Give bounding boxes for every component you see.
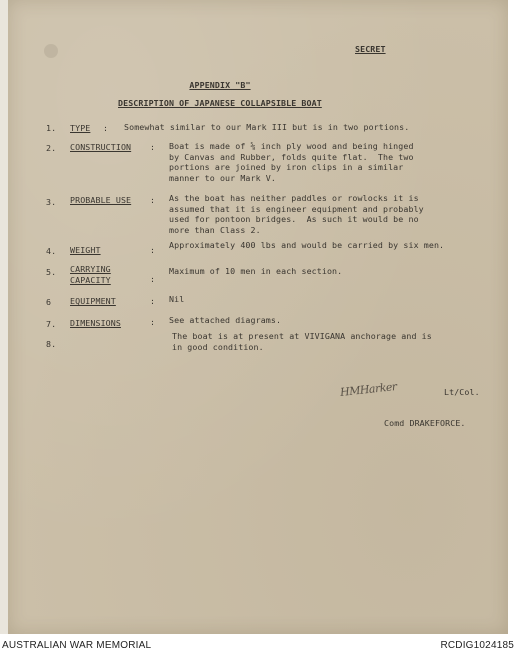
- item-text: Boat is made of ⅝ inch ply wood and being hinged by Canvas and Rubber, folds quite flat. The two portions are joined by iron clips in a similar manner to our Mark V.: [169, 141, 414, 183]
- item-text: See attached diagrams.: [169, 315, 282, 325]
- archive-reference: RCDIG1024185: [440, 640, 514, 651]
- handwritten-signature: HMHarker: [339, 380, 398, 399]
- item-number: 3.: [46, 197, 57, 207]
- item-label: CARRYING CAPACITY: [70, 264, 111, 285]
- paper-blemish: [44, 44, 58, 58]
- item-separator: :: [150, 317, 156, 327]
- item-text: As the boat has neither paddles or rowlocks it is assumed that it is engineer equipment and probably used for pontoon bridges. As such it would be no more than Class 2.: [169, 193, 424, 235]
- item-separator: :: [103, 123, 109, 133]
- item-label: TYPE: [70, 123, 91, 133]
- item-number: 6: [46, 297, 52, 307]
- item-separator: :: [150, 195, 156, 205]
- item-number: 4.: [46, 246, 57, 256]
- item-number: 2.: [46, 143, 57, 153]
- signatory-rank: Lt/Col.: [444, 387, 480, 397]
- signatory-command: Comd DRAKEFORCE.: [384, 418, 466, 428]
- item-text: Nil: [169, 294, 185, 304]
- item-text: Approximately 400 lbs and would be carried by six men.: [169, 240, 445, 250]
- item-number: 1.: [46, 123, 57, 133]
- item-separator: :: [150, 245, 156, 255]
- item-label: EQUIPMENT: [70, 296, 116, 306]
- appendix-heading: APPENDIX "B": [189, 80, 251, 90]
- item-separator: :: [150, 142, 156, 152]
- item-text: The boat is at present at VIVIGANA anchorage and is in good condition.: [172, 331, 432, 352]
- item-label: DIMENSIONS: [70, 318, 121, 328]
- item-separator: :: [150, 274, 156, 284]
- item-text: Maximum of 10 men in each section.: [169, 266, 343, 276]
- item-label: WEIGHT: [70, 245, 101, 255]
- archive-source: AUSTRALIAN WAR MEMORIAL: [2, 640, 152, 651]
- page-edge: [0, 0, 8, 634]
- item-number: 7.: [46, 319, 57, 329]
- document-title: DESCRIPTION OF JAPANESE COLLAPSIBLE BOAT: [118, 98, 322, 108]
- item-separator: :: [150, 296, 156, 306]
- item-number: 8.: [46, 339, 57, 349]
- item-label: PROBABLE USE: [70, 195, 132, 205]
- item-number: 5.: [46, 267, 57, 277]
- item-label: CONSTRUCTION: [70, 142, 132, 152]
- classification-marking: SECRET: [355, 44, 386, 54]
- item-text: Somewhat similar to our Mark III but is in two portions.: [124, 122, 410, 132]
